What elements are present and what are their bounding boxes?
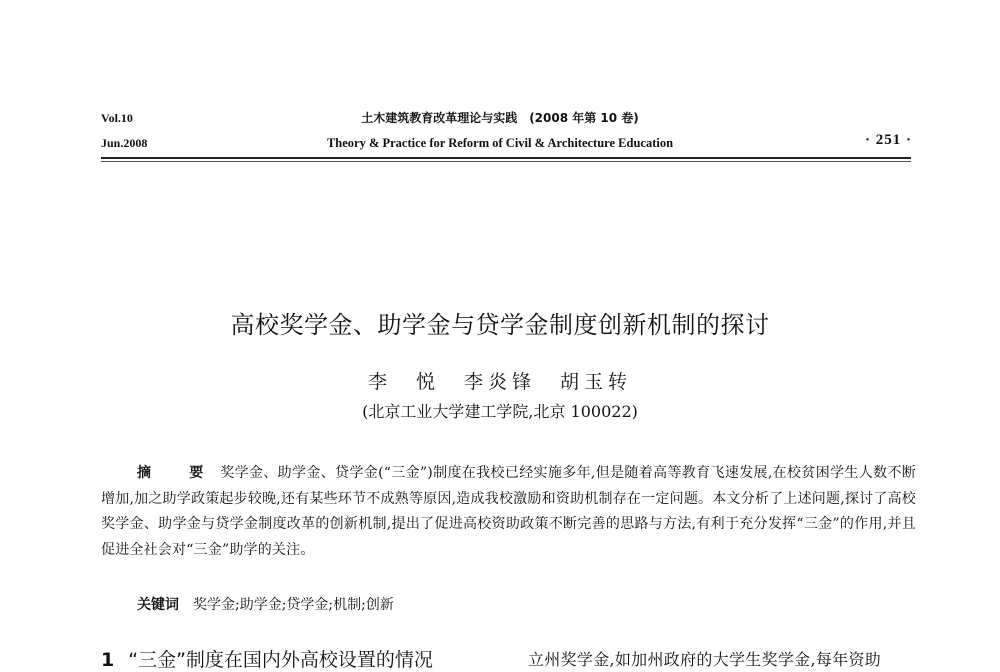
right-column-text: 立州奖学金,如加州政府的大学生奖学金,每年资助 <box>528 650 882 669</box>
abstract-text: 奖学金、助学金、贷学金(“三金”)制度在我校已经实施多年,但是随着高等教育飞速发展,在校贫困学生人数不断增加,加之助学政策起步较晚,还有某些环节不成熟等原因,造成我校激励和资助机制存在一定问题。本文分析了上述问题,探讨了高校奖学金、助学金与贷学金制度改革的创新机制,提出了促进高校资助政策不断完善的思路与方法,有利于充分发挥“三金”的作用,并且促进全社会对“三金”助学的关注。 <box>101 465 917 559</box>
header-volume: Vol.10 <box>101 111 133 125</box>
section-number: 1 <box>101 649 115 671</box>
keywords-text: 奖学金;助学金;贷学金;机制;创新 <box>193 597 394 613</box>
abstract <box>101 461 916 564</box>
header-journal-en: Theory & Practice for Reform of Civil & Architecture Education <box>326 136 674 150</box>
header-journal-cn: 土木建筑教育改革理论与实践 (2008 年第 10 卷) <box>361 111 639 125</box>
article-title: 高校奖学金、助学金与贷学金制度创新机制的探讨 <box>230 311 770 339</box>
abstract-label: 摘 要 <box>137 465 216 481</box>
section-title: “三金”制度在国内外高校设置的情况 <box>128 649 433 671</box>
header-rule <box>101 157 911 159</box>
section-heading <box>101 648 433 672</box>
header-page-number: · 251 · <box>864 132 912 148</box>
article-authors: 李 悦 李炎锋 胡玉转 <box>367 371 632 393</box>
keywords-label: 关键词 <box>137 597 179 613</box>
header-date: Jun.2008 <box>101 136 148 150</box>
keywords <box>137 594 394 616</box>
header-rule-thin <box>101 161 911 162</box>
article-affiliation: (北京工业大学建工学院,北京 100022) <box>362 402 638 421</box>
